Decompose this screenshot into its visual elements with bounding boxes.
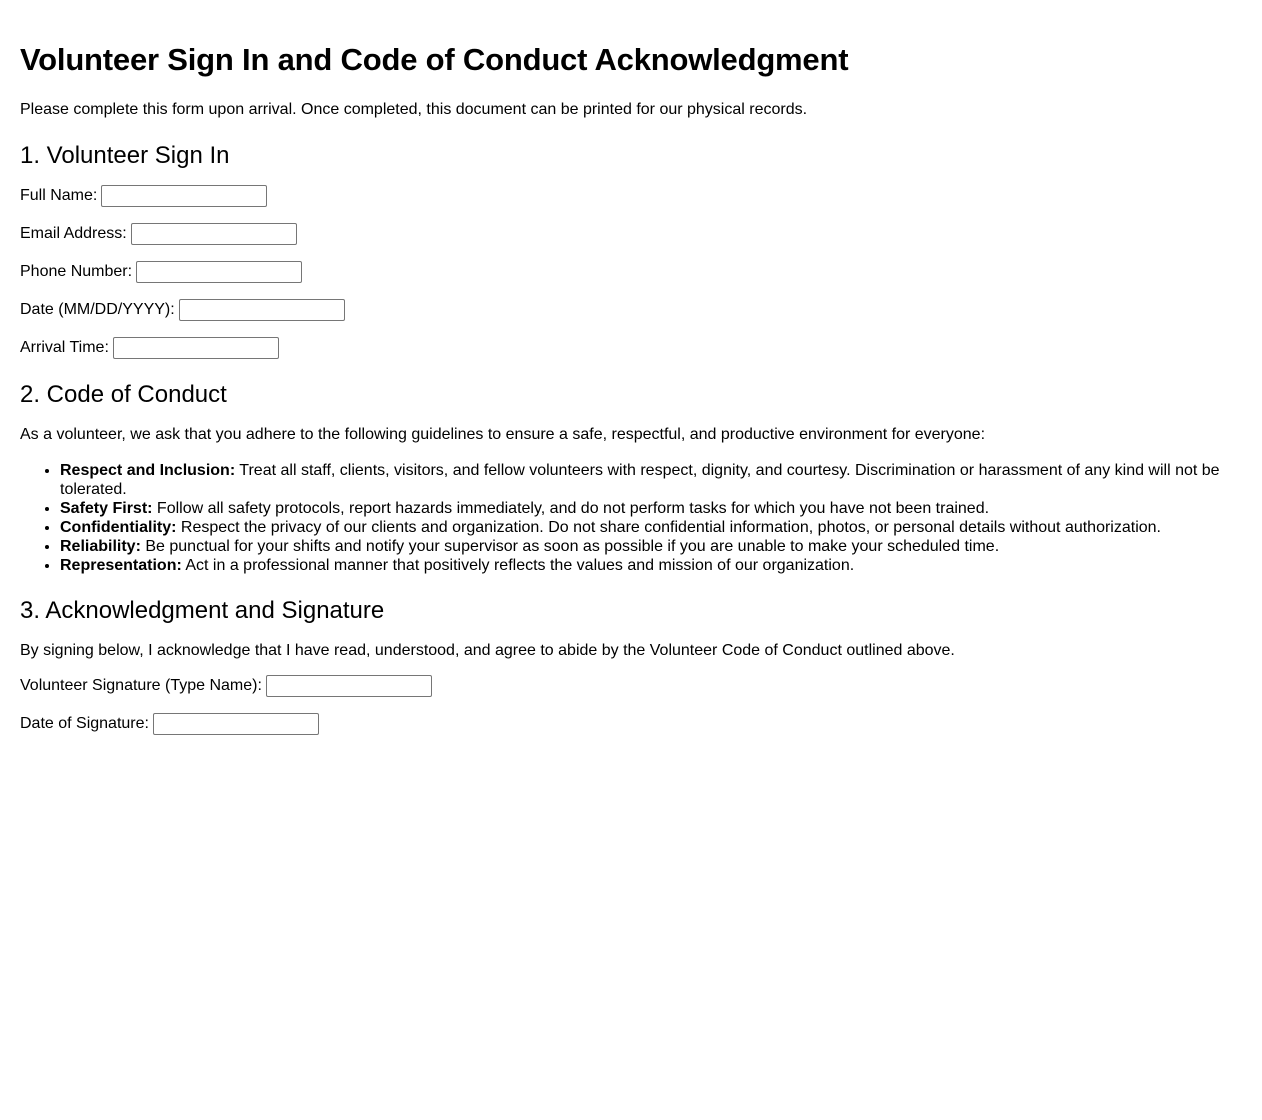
full-name-label: Full Name: xyxy=(20,187,98,204)
acknowledgment-heading: 3. Acknowledgment and Signature xyxy=(20,597,385,624)
date-row xyxy=(20,299,1242,321)
full-name-input[interactable] xyxy=(101,185,267,207)
signature-row xyxy=(20,675,1242,697)
guidelines-list xyxy=(20,461,1242,575)
phone-row xyxy=(20,261,1242,283)
guideline-term: Representation: xyxy=(60,557,182,574)
signature-date-label: Date of Signature: xyxy=(20,715,149,732)
guideline-text: Treat all staff, clients, visitors, and fellow volunteers with respect, dignity, and courtesy. Discrimination or harassment of any kind will not be tolerated. xyxy=(60,462,1220,498)
conduct-heading: 2. Code of Conduct xyxy=(20,381,227,408)
acknowledgment-text: By signing below, I acknowledge that I have read, understood, and agree to abide by the Volunteer Code of Conduct outlined above. xyxy=(20,642,955,659)
full-name-row xyxy=(20,185,1242,207)
date-input[interactable] xyxy=(179,299,345,321)
email-row xyxy=(20,223,1242,245)
guideline-text: Be punctual for your shifts and notify your supervisor as soon as possible if you are unable to make your scheduled time. xyxy=(140,538,1000,555)
guideline-term: Safety First: xyxy=(60,500,153,517)
list-item xyxy=(60,556,1242,575)
arrival-time-input[interactable] xyxy=(113,337,279,359)
email-input[interactable] xyxy=(131,223,297,245)
signature-date-row xyxy=(20,713,1242,735)
signature-label: Volunteer Signature (Type Name): xyxy=(20,677,262,694)
guideline-text: Act in a professional manner that positively reflects the values and mission of our organization. xyxy=(181,557,855,574)
page-intro: Please complete this form upon arrival. Once completed, this document can be printed for our physical records. xyxy=(20,101,808,118)
sign-in-section xyxy=(20,141,1242,359)
list-item xyxy=(60,518,1242,537)
conduct-section xyxy=(20,380,1242,575)
guideline-term: Respect and Inclusion: xyxy=(60,462,236,479)
guideline-text: Follow all safety protocols, report hazards immediately, and do not perform tasks for which you have not been trained. xyxy=(152,500,990,517)
page-title: Volunteer Sign In and Code of Conduct Acknowledgment xyxy=(20,42,849,77)
phone-input[interactable] xyxy=(136,261,302,283)
email-label: Email Address: xyxy=(20,225,127,242)
signature-input[interactable] xyxy=(266,675,432,697)
guideline-term: Reliability: xyxy=(60,538,141,555)
date-label: Date (MM/DD/YYYY): xyxy=(20,301,175,318)
list-item xyxy=(60,461,1242,499)
phone-label: Phone Number: xyxy=(20,263,133,280)
guideline-term: Confidentiality: xyxy=(60,519,177,536)
acknowledgment-section xyxy=(20,596,1242,735)
sign-in-heading: 1. Volunteer Sign In xyxy=(20,142,230,169)
list-item xyxy=(60,499,1242,518)
conduct-intro: As a volunteer, we ask that you adhere to the following guidelines to ensure a safe, respectful, and productive environment for everyone: xyxy=(20,426,986,443)
signature-date-input[interactable] xyxy=(153,713,319,735)
arrival-time-row xyxy=(20,337,1242,359)
list-item xyxy=(60,537,1242,556)
guideline-text: Respect the privacy of our clients and organization. Do not share confidential information, photos, or personal details without authorization. xyxy=(176,519,1161,536)
arrival-time-label: Arrival Time: xyxy=(20,339,109,356)
